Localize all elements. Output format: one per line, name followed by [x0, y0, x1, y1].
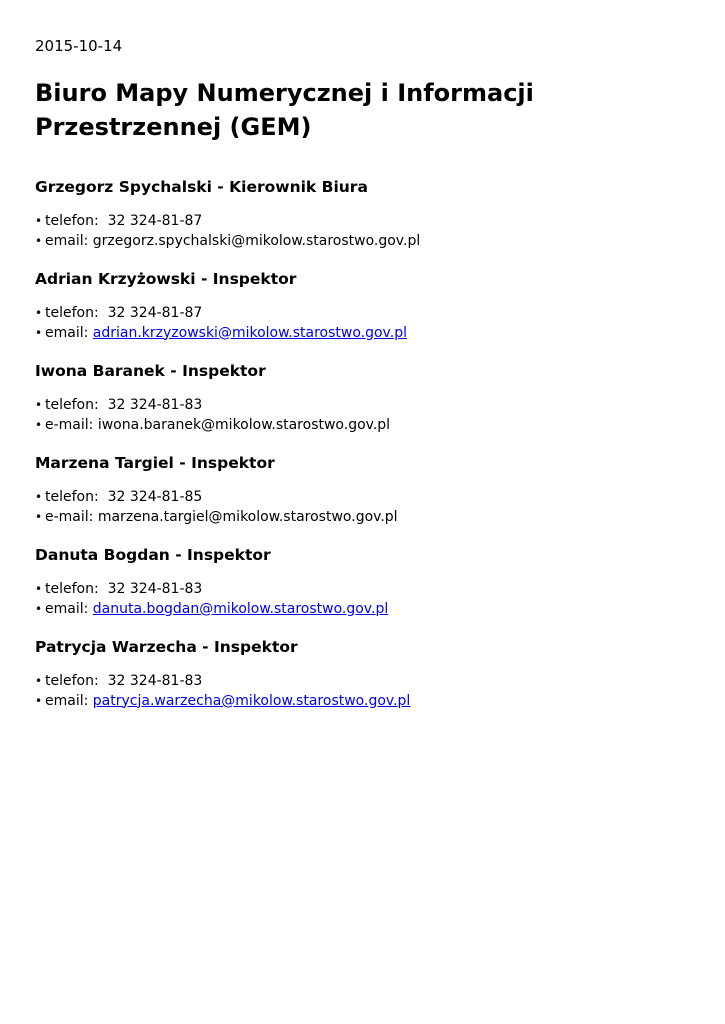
- phone-item: [35, 672, 690, 692]
- phone-item: [35, 396, 690, 416]
- email-item: [35, 232, 690, 252]
- staff-entry: [35, 452, 690, 527]
- email-item: [35, 508, 690, 528]
- phone-item: [35, 580, 690, 600]
- staff-name: Iwona Baranek - Inspektor: [35, 362, 266, 380]
- email-address: iwona.baranek@mikolow.starostwo.gov.pl: [97, 416, 391, 433]
- staff-name: Grzegorz Spychalski - Kierownik Biura: [35, 178, 368, 196]
- email-item: [35, 416, 690, 436]
- bullet-icon: •: [35, 233, 43, 248]
- email-item: [35, 324, 690, 344]
- email-label: e-mail:: [45, 416, 94, 433]
- bullet-icon: •: [35, 214, 43, 228]
- staff-name: Danuta Bogdan - Inspektor: [35, 546, 271, 564]
- bullet-icon: •: [35, 674, 43, 688]
- bullet-icon: •: [35, 417, 43, 432]
- email-label: email:: [45, 232, 89, 249]
- bullet-icon: •: [35, 582, 43, 596]
- bullet-icon: •: [35, 398, 43, 412]
- bullet-icon: •: [35, 693, 43, 708]
- contact-list: [35, 396, 690, 435]
- phone-label: telefon:: [45, 489, 99, 505]
- page-title: Biuro Mapy Numerycznej i Informacji Przestrzennej (GEM): [35, 79, 534, 141]
- contact-list: [35, 580, 690, 619]
- contact-list: [35, 212, 690, 251]
- email-address: grzegorz.spychalski@mikolow.starostwo.gov.pl: [92, 232, 421, 249]
- email-link[interactable]: adrian.krzyzowski@mikolow.starostwo.gov.pl: [92, 324, 407, 341]
- phone-item: [35, 488, 690, 508]
- bullet-icon: •: [35, 490, 43, 504]
- bullet-icon: •: [35, 509, 43, 524]
- email-label: email:: [45, 324, 89, 341]
- phone-number: 32 324-81-85: [107, 489, 203, 505]
- phone-label: telefon:: [45, 397, 99, 413]
- phone-label: telefon:: [45, 305, 99, 321]
- email-address: marzena.targiel@mikolow.starostwo.gov.pl: [97, 508, 398, 525]
- staff-name: Marzena Targiel - Inspektor: [35, 454, 275, 472]
- staff-entry: [35, 636, 690, 711]
- phone-number: 32 324-81-83: [107, 673, 203, 689]
- email-item: [35, 692, 690, 712]
- phone-number: 32 324-81-83: [107, 581, 203, 597]
- phone-label: telefon:: [45, 581, 99, 597]
- bullet-icon: •: [35, 325, 43, 340]
- staff-entry: [35, 360, 690, 435]
- staff-entry: [35, 176, 690, 251]
- contact-list: [35, 672, 690, 711]
- email-link[interactable]: patrycja.warzecha@mikolow.starostwo.gov.pl: [92, 692, 411, 709]
- bullet-icon: •: [35, 601, 43, 616]
- phone-item: [35, 212, 690, 232]
- staff-list: [35, 176, 690, 711]
- phone-label: telefon:: [45, 213, 99, 229]
- bullet-icon: •: [35, 306, 43, 320]
- phone-number: 32 324-81-87: [107, 305, 203, 321]
- staff-entry: [35, 268, 690, 343]
- phone-item: [35, 304, 690, 324]
- phone-number: 32 324-81-83: [107, 397, 203, 413]
- email-label: e-mail:: [45, 508, 94, 525]
- email-label: email:: [45, 600, 89, 617]
- email-label: email:: [45, 692, 89, 709]
- email-link[interactable]: danuta.bogdan@mikolow.starostwo.gov.pl: [92, 600, 389, 617]
- contact-list: [35, 304, 690, 343]
- phone-label: telefon:: [45, 673, 99, 689]
- staff-entry: [35, 544, 690, 619]
- phone-number: 32 324-81-87: [107, 213, 203, 229]
- contact-list: [35, 488, 690, 527]
- document-date: 2015-10-14: [35, 37, 123, 55]
- email-item: [35, 600, 690, 620]
- staff-name: Adrian Krzyżowski - Inspektor: [35, 270, 297, 288]
- staff-name: Patrycja Warzecha - Inspektor: [35, 638, 298, 656]
